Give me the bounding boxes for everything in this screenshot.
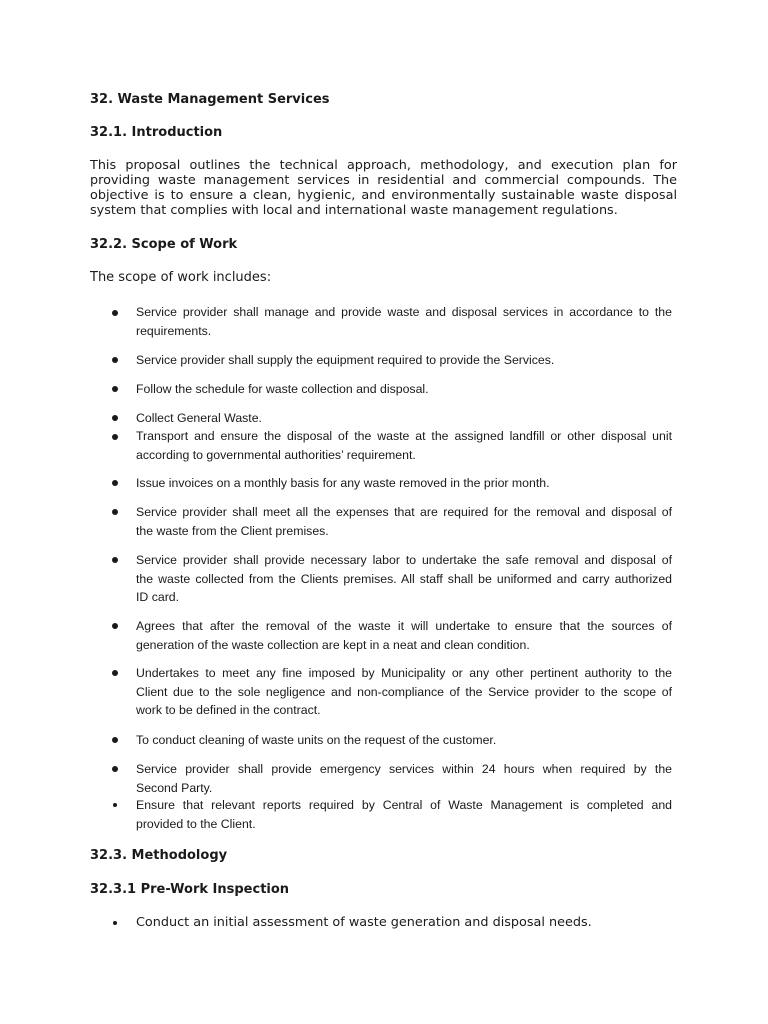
- list-item-line: Collect General Waste.: [136, 411, 262, 425]
- list-item: [136, 617, 672, 654]
- bullet-icon: [112, 670, 118, 676]
- section-heading-scope-of-work: 32.2. Scope of Work: [90, 237, 238, 252]
- bullet-icon: [112, 557, 118, 563]
- list-item: [136, 503, 672, 540]
- list-item-line: Service provider shall manage and provide waste and disposal services in accordance to the: [136, 305, 672, 319]
- introduction-paragraph: [90, 158, 677, 218]
- bullet-icon: [112, 434, 118, 440]
- list-item-line: Undertakes to meet any fine imposed by Municipality or any other pertinent authority to the: [136, 666, 672, 680]
- paragraph-line: providing waste management services in residential and commercial compounds. The: [90, 173, 677, 188]
- bullet-icon: [112, 415, 118, 421]
- list-item: [136, 551, 672, 607]
- list-item: [136, 380, 672, 399]
- list-item-line: Service provider shall provide necessary labor to undertake the safe removal and disposal of: [136, 553, 672, 567]
- section-heading-methodology: 32.3. Methodology: [90, 848, 228, 863]
- list-item-line: Conduct an initial assessment of waste generation and disposal needs.: [136, 915, 592, 930]
- list-item: [136, 664, 672, 720]
- list-item: [136, 427, 672, 464]
- bullet-icon: [112, 623, 118, 629]
- list-item-line: work to be defined in the contract.: [136, 703, 321, 717]
- list-item: [136, 409, 672, 428]
- list-item-line: according to governmental authorities’ requirement.: [136, 447, 416, 462]
- paragraph-line: objective is to ensure a clean, hygienic, and environmentally sustainable waste disposal: [90, 188, 677, 203]
- list-item-line: Service provider shall meet all the expenses that are required for the removal and disposal of: [136, 505, 672, 519]
- section-heading-waste-management: 32. Waste Management Services: [90, 92, 330, 107]
- list-item-line: ID card.: [136, 590, 180, 604]
- list-item-line: Agrees that after the removal of the waste it will undertake to ensure that the sources of: [136, 619, 672, 633]
- bullet-icon: [112, 357, 118, 363]
- list-item-line: Client due to the sole negligence and non-compliance of the Service provider to the scope of: [136, 684, 672, 699]
- list-item-line: Second Party.: [136, 780, 213, 795]
- list-item: [136, 303, 672, 340]
- list-item: [136, 914, 672, 933]
- list-item: [136, 474, 672, 493]
- list-item: [136, 731, 672, 750]
- bullet-icon: [112, 480, 118, 486]
- list-item-line: Follow the schedule for waste collection and disposal.: [136, 382, 429, 396]
- list-item-line: Ensure that relevant reports required by Central of Waste Management is completed and: [136, 798, 672, 812]
- list-item-line: requirements.: [136, 323, 212, 338]
- bullet-icon: [113, 921, 117, 925]
- section-heading-pre-work-inspection: 32.3.1 Pre-Work Inspection: [90, 882, 290, 897]
- list-item-line: the waste collected from the Clients premises. All staff shall be uniformed and carry authorized: [136, 571, 672, 586]
- list-item-line: generation of the waste collection are kept in a neat and clean condition.: [136, 637, 530, 652]
- bullet-icon: [112, 766, 118, 772]
- list-item-line: Service provider shall supply the equipment required to provide the Services.: [136, 353, 555, 367]
- scope-intro-text: The scope of work includes:: [90, 270, 272, 285]
- list-item: [136, 796, 672, 833]
- list-item-line: Issue invoices on a monthly basis for any waste removed in the prior month.: [136, 476, 550, 490]
- list-item-line: the waste from the Client premises.: [136, 523, 329, 538]
- list-item-line: To conduct cleaning of waste units on the request of the customer.: [136, 733, 497, 747]
- list-item-line: provided to the Client.: [136, 816, 256, 831]
- list-item-line: Service provider shall provide emergency services within 24 hours when required by the: [136, 762, 672, 776]
- bullet-icon: [112, 310, 118, 316]
- bullet-icon: [112, 737, 118, 743]
- list-item: [136, 760, 672, 797]
- paragraph-line: system that complies with local and international waste management regulations.: [90, 203, 618, 218]
- list-item: [136, 351, 672, 370]
- bullet-icon: [113, 803, 117, 807]
- bullet-icon: [112, 509, 118, 515]
- section-heading-introduction: 32.1. Introduction: [90, 125, 223, 140]
- list-item-line: Transport and ensure the disposal of the waste at the assigned landfill or other disposal unit: [136, 429, 672, 443]
- paragraph-line: This proposal outlines the technical approach, methodology, and execution plan for: [90, 158, 677, 173]
- bullet-icon: [112, 386, 118, 392]
